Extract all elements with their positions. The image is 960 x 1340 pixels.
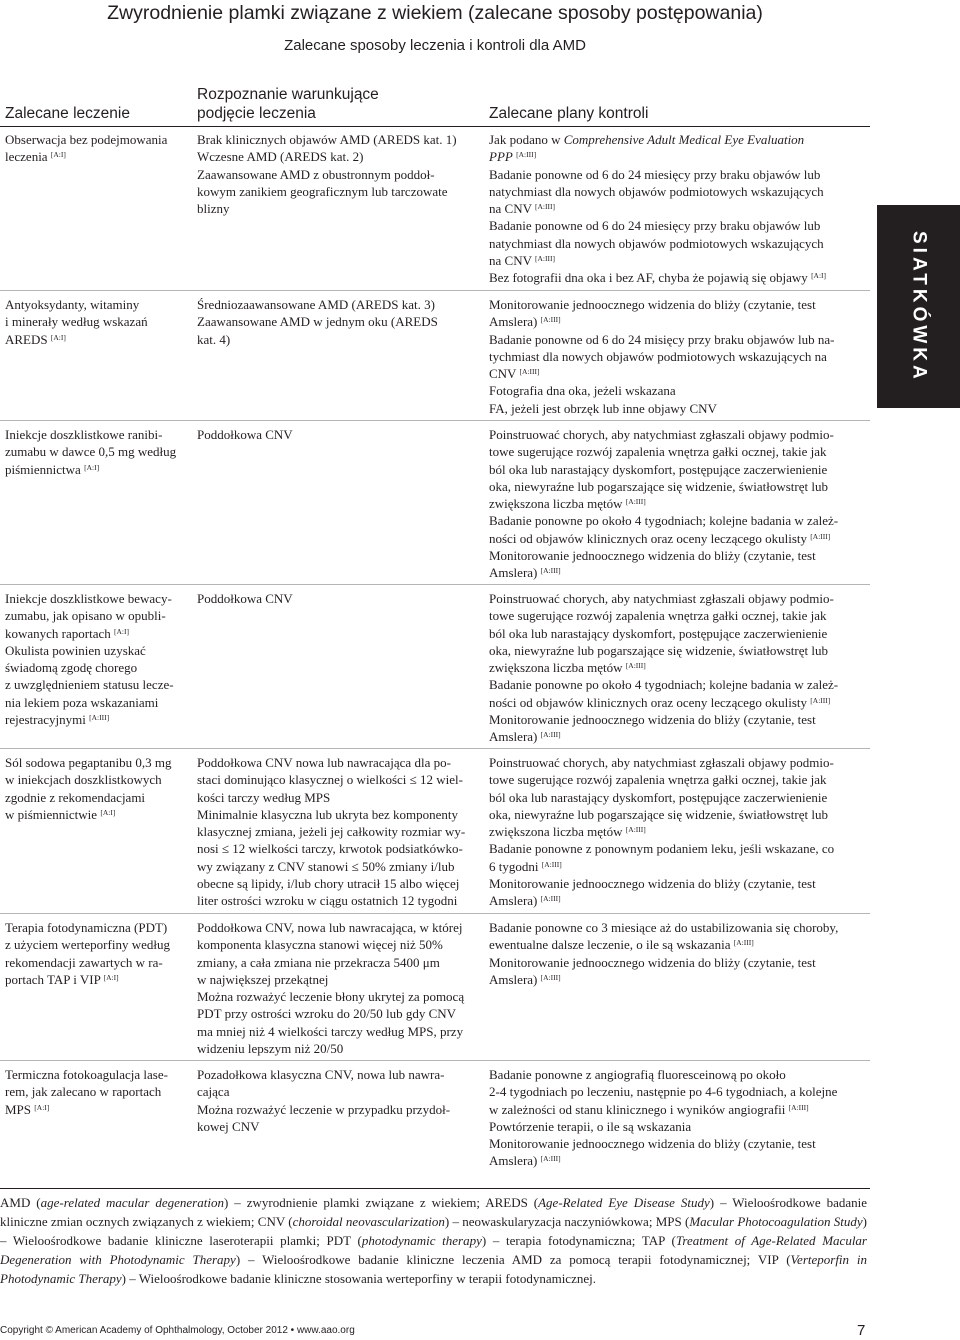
cell-text: Monitorowanie jednoocznego widzenia do bliży (czytanie, test Amslera) (489, 548, 816, 581)
cell-text: Monitorowanie jednoocznego widzenia do bliży (czytanie, test Amslera) (489, 712, 816, 745)
page-title: Zwyrodnienie plamki związane z wiekiem (zalecane sposoby postępowania) (107, 2, 763, 24)
evidence-rating: [A:I] (50, 332, 66, 342)
footnote-text: ) – Wieloośrodkowe badanie kliniczne zmian ocznych związanych z wiekiem; CNV ( (0, 1195, 867, 1229)
cell-text: Powtórzenie terapii, o ile są wskazania (489, 1118, 692, 1134)
row-5-followup (489, 919, 866, 988)
cell-text: Badanie ponowne co 3 miesiące aż do ustabilizowania się choroby, ewentualne dalsze leczenie, o ile są wskazania (489, 920, 839, 953)
row-6-followup (489, 1066, 866, 1170)
cell-text: Poinstruować chorych, aby natychmiast zgłaszali objawy podmio- towe sugerujące rozwój zapalenia wnętrza gałki ocznej, takie jak ból oka lub narastający dyskomfort, postępujące zaczerwienienie oka, niewyraźne lub pogarszające się widzenie, światłowstręt lub zwiększona liczba mętów (489, 427, 834, 512)
cell-paragraph (489, 426, 866, 512)
cell-text: Bez fotografii dna oka i bez AF, chyba że pojawią się objawy (489, 270, 812, 286)
cell-paragraph (5, 296, 185, 348)
cell-text: Minimalnie klasyczna lub ukryta bez komponenty klasycznej zmiana, jeżeli jej całkowity rozmiar wy- nosi ≤ 12 wielkości tarczy, krwotok podsiatkówko- wy związany z CNV stanowi ≤ 50% zmiany i/lub obecne są lipidy, i/lub chory utracił 15 albo więcej liter ostrości wzroku w ciągu ostatnich 12 tygodni (197, 806, 466, 909)
cell-paragraph (197, 806, 477, 910)
footnote-italic-term: Macular Photocoagulation Study (689, 1214, 863, 1229)
cell-text: Badanie ponowne od 6 do 24 miesięcy przy braku objawów lub natychmiast dla nowych objawów podmiotowych wskazujących na CNV (489, 166, 824, 217)
cell-paragraph (489, 954, 866, 989)
cell-paragraph (197, 919, 477, 988)
row-3-diagnosis (197, 590, 477, 607)
cell-paragraph (197, 754, 477, 806)
evidence-rating: [A:III] (625, 825, 646, 835)
footnote-text: AMD ( (0, 1195, 41, 1210)
evidence-rating: [A:I] (100, 807, 116, 817)
row-5-treatment (5, 919, 185, 988)
row-divider (0, 1060, 870, 1061)
cell-text: Badanie ponowne z ponownym podaniem leku, jeśli wskazane, co 6 tygodni (489, 841, 835, 874)
evidence-rating: [A:III] (625, 497, 646, 507)
cell-text: Sól sodowa pegaptanibu 0,3 mg w iniekcjach doszklistkowych zgodnie z rekomendacjami w piśmiennictwie (5, 755, 172, 822)
cell-paragraph (5, 426, 185, 478)
cell-paragraph (197, 988, 477, 1057)
evidence-rating: [A:III] (540, 972, 561, 982)
row-1-diagnosis (197, 296, 477, 348)
column-header-diagnosis: Rozpoznanie warunkujące podjęcie leczenia (197, 86, 379, 122)
cell-text: Poddołkowa CNV, nowa lub nawracająca, w której komponenta klasyczna stanowi więcej niż 50% zmiany, a cała zmiana nie przekracza 5400 μm w największej przekątnej (197, 920, 463, 987)
footnote-italic-term: Age-Related Eye Disease Study (538, 1195, 710, 1210)
row-divider (0, 748, 870, 749)
row-2-followup (489, 426, 866, 582)
row-divider (0, 584, 870, 585)
cell-paragraph (197, 426, 477, 443)
evidence-rating: [A:III] (534, 202, 555, 212)
row-0-followup (489, 131, 866, 287)
header-divider (0, 126, 870, 127)
cell-paragraph (489, 166, 866, 218)
cell-paragraph (197, 131, 477, 148)
evidence-rating: [A:III] (519, 367, 540, 377)
cell-text: Okulista powinien uzyskać świadomą zgodę chorego z uwzględnieniem statusu lecze- nia lekiem poza wskazaniami rejestracyjnymi (5, 642, 174, 728)
cell-paragraph (197, 296, 477, 313)
cell-paragraph (489, 676, 866, 711)
footnote-text: ) – zwyrodnienie plamki związane z wiekiem; AREDS ( (223, 1195, 539, 1210)
cell-text: Obserwacja bez podejmowania leczenia (5, 132, 168, 165)
cell-text: FA, jeżeli jest obrzęk lub inne objawy CNV (489, 400, 717, 416)
cell-text: Antyoksydanty, witaminy i minerały według wskazań AREDS (5, 297, 148, 347)
cell-paragraph (489, 547, 866, 582)
abbreviations-footnote (0, 1193, 867, 1288)
cell-text: Średniozaawansowane AMD (AREDS kat. 3) (197, 297, 435, 312)
row-6-diagnosis (197, 1066, 477, 1135)
footnote-italic-term: photodynamic therapy (361, 1233, 482, 1248)
cell-text: Iniekcje doszklistkowe ranibi- zumabu w dawce 0,5 mg według piśmiennictwa (5, 427, 177, 477)
cell-text: Można rozważyć leczenie błony ukrytej za pomocą PDT przy ostrości wzroku do 20/50 lub gdy CNV ma mniej niż 4 wielkości tarczy według MPS, przy widzeniu lepszym niż 20/50 (197, 989, 465, 1057)
cell-text: Zaawansowane AMD w jednym oku (AREDS kat. 4) (197, 314, 438, 347)
copyright-footer: Copyright © American Academy of Ophthalmology, October 2012 • www.aao.org (0, 1325, 355, 1336)
table-subtitle: Zalecane sposoby leczenia i kontroli dla AMD (284, 37, 586, 54)
row-4-diagnosis (197, 754, 477, 910)
footnote-italic-term: Treatment of Age-Related Macular Degeneration with Photodynamic Therapy (0, 1233, 867, 1267)
evidence-rating: [A:III] (540, 566, 561, 576)
cell-paragraph (489, 296, 866, 331)
cell-paragraph (489, 590, 866, 676)
cell-text: Iniekcje doszklistkowe bewacy- zumabu, jak opisano w opubli- kowanych raportach (5, 591, 172, 641)
cell-text: Poddołkowa CNV nowa lub nawracająca dla po- staci dominująco klasycznej o wielkości ≤ 12 wiel- kości tarczy według MPS (197, 755, 463, 805)
column-header-followup: Zalecane plany kontroli (489, 105, 649, 122)
row-2-treatment (5, 426, 185, 478)
cell-text: Terapia fotodynamiczna (PDT) z użyciem werteporfiny według rekomendacji zawartych w ra- portach TAP i VIP (5, 920, 170, 987)
cell-paragraph (489, 331, 866, 383)
row-6-treatment (5, 1066, 185, 1118)
evidence-rating: [A:III] (788, 1102, 809, 1112)
cell-paragraph (5, 131, 185, 166)
footnote-text: ) – Wieloośrodkowe badanie kliniczne stosowania werteporfiny w terapii fotodynamicznej. (121, 1271, 596, 1286)
evidence-rating: [A:I] (114, 626, 130, 636)
evidence-rating: [A:III] (810, 531, 831, 541)
row-1-followup (489, 296, 866, 417)
cell-text: Badanie ponowne z angiografią fluoresceinową po około 2-4 tygodniach po leczeniu, następnie po 4-6 tygodniach, a kolejne w zależności od stanu klinicznego i wyników angiografii (489, 1067, 838, 1117)
cell-text: Pozadołkowa klasyczna CNV, nowa lub nawra- cająca (197, 1067, 445, 1100)
cell-text: Monitorowanie jednoocznego widzenia do bliży (czytanie, test Amslera) (489, 954, 816, 987)
cell-text: Monitorowanie jednoocznego widzenia do bliży (czytanie, test Amslera) (489, 1136, 816, 1169)
cell-paragraph (489, 217, 866, 269)
footnote-text: ) – Wieloośrodkowe badanie kliniczne laseroterapii plamki; PDT ( (0, 1214, 867, 1248)
cell-paragraph (197, 590, 477, 607)
footnote-text: ) – terapia fotodynamiczna; TAP ( (481, 1233, 676, 1248)
cell-paragraph (489, 382, 866, 399)
cell-text: Badanie ponowne po około 4 tygodniach; kolejne badania w zależ- ności od objawów klinicznych oraz oceny leczącego okulisty (489, 513, 839, 546)
cell-text: Wczesne AMD (AREDS kat. 2) (197, 149, 364, 165)
cell-paragraph (489, 512, 866, 547)
footnote-italic-term: choroidal neovascularization (292, 1214, 445, 1229)
evidence-rating: [A:III] (733, 938, 754, 948)
cell-text: Zaawansowane AMD z obustronnym poddoł- kowym zanikiem geograficznym lub tarczowate blizny (197, 166, 448, 217)
cell-paragraph (489, 840, 866, 875)
evidence-rating: [A:I] (811, 271, 827, 281)
evidence-rating: [A:III] (541, 859, 562, 869)
cell-text: Badanie ponowne po około 4 tygodniach; kolejne badania w zależ- ności od objawów klinicznych oraz oceny leczącego okulisty (489, 677, 839, 710)
cell-text: Monitorowanie jednoocznego widzenia do bliży (czytanie, test Amslera) (489, 876, 816, 909)
row-0-treatment (5, 131, 185, 166)
footnote-italic-term: Verteporfin in Photodynamic Therapy (0, 1252, 867, 1286)
cell-paragraph (5, 919, 185, 988)
cell-paragraph (489, 754, 866, 840)
evidence-rating: [A:III] (534, 254, 555, 264)
row-divider (0, 913, 870, 914)
section-sidebar-label: SIATKÓWKA (908, 230, 930, 383)
cell-paragraph (5, 590, 185, 642)
evidence-rating: [A:III] (540, 315, 561, 325)
cell-paragraph (5, 1066, 185, 1118)
evidence-rating: [A:III] (810, 695, 831, 705)
cell-paragraph (489, 919, 866, 954)
cell-text: Termiczna fotokoagulacja lase- rem, jak zalecano w raportach MPS (5, 1067, 168, 1117)
cell-text: Badanie ponowne od 6 do 24 misięcy przy braku objawów lub na- tychmiast dla nowych objawów podmiotowych wskazujących na CNV (489, 331, 835, 382)
footnote-italic-term: age-related macular degeneration (40, 1195, 224, 1210)
row-2-diagnosis (197, 426, 477, 443)
evidence-rating: [A:III] (89, 713, 110, 723)
cell-paragraph (489, 1135, 866, 1170)
evidence-rating: [A:III] (540, 730, 561, 740)
footnote-text: ) – neowaskularyzacja naczyniówkowa; MPS ( (444, 1214, 690, 1229)
row-4-treatment (5, 754, 185, 823)
row-divider (0, 290, 870, 291)
evidence-rating: [A:III] (625, 661, 646, 671)
cell-paragraph (5, 754, 185, 823)
column-header-treatment: Zalecane leczenie (5, 105, 130, 122)
cell-text: Brak klinicznych objawów AMD (AREDS kat. 1) (197, 132, 457, 147)
cell-text: Można rozważyć leczenie w przypadku przydoł- kowej CNV (197, 1101, 451, 1134)
cell-paragraph (489, 711, 866, 746)
cell-text: Poinstruować chorych, aby natychmiast zgłaszali objawy podmio- towe sugerujące rozwój zapalenia wnętrza gałki ocznej, takie jak ból oka lub narastający dyskomfort, postępujące zaczerwienienie oka, niewyraźne lub pogarszające się widzenie, światłowstręt lub zwiększona liczba mętów (489, 591, 834, 676)
page-number: 7 (857, 1322, 866, 1339)
cell-paragraph (197, 1066, 477, 1101)
cell-paragraph (489, 1066, 866, 1118)
evidence-rating: [A:I] (50, 150, 66, 160)
cell-paragraph (489, 400, 866, 417)
row-1-treatment (5, 296, 185, 348)
section-sidebar-tab (877, 205, 960, 408)
row-0-followup-list (489, 166, 866, 287)
cell-text: Poddołkowa CNV (197, 427, 293, 442)
cell-text: Monitorowanie jednoocznego widzenia do bliży (czytanie, test Amslera) (489, 297, 816, 330)
cell-paragraph (489, 875, 866, 910)
cell-text: Fotografia dna oka, jeżeli wskazana (489, 383, 676, 399)
table-bottom-divider (0, 1188, 870, 1189)
footnote-text: ) – Wieloośrodkowe badanie kliniczne leczenia AMD za pomocą terapii fotodynamicznej; VIP ( (235, 1252, 791, 1267)
evidence-rating: [A:I] (84, 462, 100, 472)
cell-paragraph (197, 166, 477, 218)
row-3-treatment (5, 590, 185, 728)
row-5-diagnosis (197, 919, 477, 1057)
evidence-rating: [A:III] (540, 1154, 561, 1164)
row-3-followup (489, 590, 866, 746)
cell-text: Badanie ponowne od 6 do 24 miesięcy przy braku objawów lub natychmiast dla nowych objawów podmiotowych wskazujących na CNV (489, 218, 824, 269)
row-4-followup (489, 754, 866, 910)
row-divider (0, 420, 870, 421)
cell-paragraph (489, 1118, 866, 1135)
row-0-diagnosis (197, 131, 477, 217)
cell-text: Poddołkowa CNV (197, 591, 293, 606)
row-0-followup-intro: Jak podano w Comprehensive Adult Medical Eye Evaluation PPP [A:III] (489, 132, 805, 165)
cell-paragraph (197, 1101, 477, 1136)
cell-paragraph (197, 313, 477, 348)
cell-paragraph (197, 148, 477, 165)
evidence-rating: [A:I] (34, 1102, 50, 1112)
cell-paragraph (5, 642, 185, 728)
cell-text: Poinstruować chorych, aby natychmiast zgłaszali objawy podmio- towe sugerujące rozwój zapalenia wnętrza gałki ocznej, takie jak ból oka lub narastający dyskomfort, postępujące zaczerwienienie oka, niewyraźne lub pogarszające się widzenie, światłowstręt lub zwiększona liczba mętów (489, 755, 834, 840)
evidence-rating: [A:I] (103, 972, 119, 982)
evidence-rating: [A:III] (540, 894, 561, 904)
cell-paragraph (489, 269, 866, 286)
